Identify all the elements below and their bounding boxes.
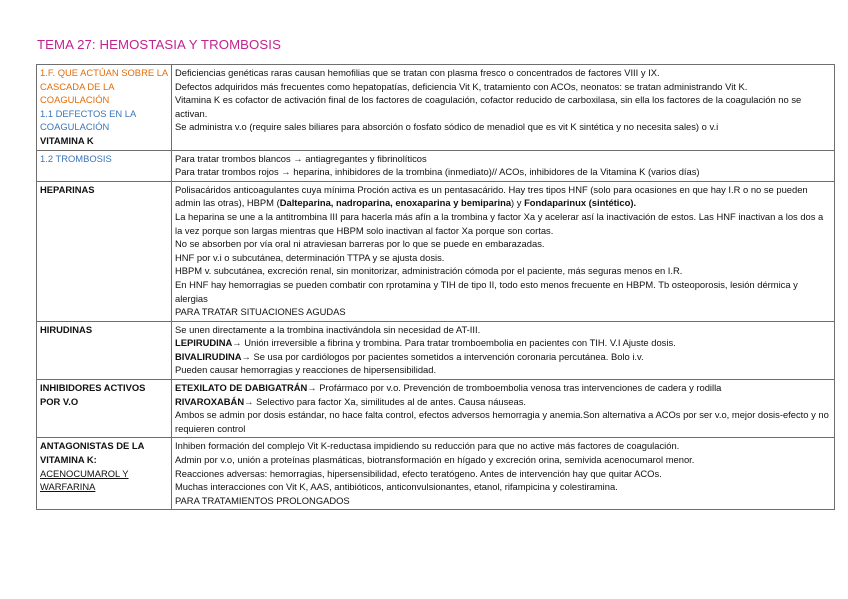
section-label-cell [37, 321, 172, 379]
text-segment: HNF por v.i o subcutánea, determinación TTPA y se ajusta dosis. [175, 251, 445, 263]
text-segment: Defectos adquiridos más frecuentes como hepatopatías, deficiencia Vit K, tratamiento con ACOs, neonatos: se tratan administrando Vit K. [175, 80, 748, 92]
content-line [175, 494, 831, 508]
content-line [175, 439, 831, 453]
content-line [175, 453, 831, 467]
content-line [175, 381, 831, 395]
section-label: 1.2 TROMBOSIS [40, 152, 112, 164]
content-line [175, 152, 831, 166]
text-segment: Deficiencias genéticas raras causan hemofilias que se tratan con plasma fresco o concentrados de factores VIII y IX. [175, 67, 660, 78]
text-segment: → Selectivo para factor Xa, similitudes al de antes. Causa náuseas. [244, 395, 527, 407]
content-line [175, 80, 831, 94]
content-line [175, 305, 831, 319]
section-label-cell [37, 438, 172, 510]
content-line [175, 210, 831, 237]
text-segment: HBPM v. subcutánea, excreción renal, sin monitorizar, administración cómoda por el paciente, más seguras menos en I.R. [175, 265, 683, 277]
section-label: VITAMINA K [40, 134, 94, 146]
table-row [37, 321, 835, 379]
text-segment: Pueden causar hemorragias y reacciones de hipersensibilidad. [175, 364, 437, 376]
notes-table [36, 64, 835, 510]
text-segment: → Se usa por cardiólogos por pacientes sometidos a intervención coronaria percutánea. Bolo i.v. [241, 350, 644, 362]
content-line [175, 363, 831, 377]
content-line [175, 183, 831, 210]
text-segment: PARA TRATAMIENTOS PROLONGADOS [175, 494, 350, 506]
content-line [175, 480, 831, 494]
table-row [37, 380, 835, 438]
content-line [175, 165, 831, 179]
text-segment: Se administra v.o (require sales biliares para absorción o fosfato sódico de menadiol que es vit K sintética y no necesita sales) o v.i [175, 121, 719, 133]
drug-name: BIVALIRUDINA [175, 350, 242, 362]
text-segment: Ambos se admin por dosis estándar, no hace falta control, efectos adversos hemorragia y anemia.Son alternativa a ACOs por ser v.o, mejor dosis-efecto y no requieren control [175, 409, 829, 434]
text-segment: En HNF hay hemorragias se pueden combatir con rprotamina y TIH de tipo II, todo esto menos frecuente en HBPM. Tb osteoporosis, lesión dérmica y alergias [175, 278, 798, 304]
table-row [37, 181, 835, 321]
text-segment: La heparina se une a la antitrombina III para hacerla más afín a la trombina y factor Xa y acelerar así la inactivación de estos. Las HNF inactivan a los dos a la vez porque son largas mientras que HBPM solo inactivan al factor Xa porque son cortas. [175, 210, 824, 236]
drug-name: Fondaparinux (sintético). [524, 197, 637, 209]
content-line [175, 66, 831, 80]
text-segment: No se absorben por vía oral ni atraviesan barreras por lo que se puede en embarazadas. [175, 238, 545, 250]
drug-name: LEPIRUDINA [175, 337, 233, 349]
text-segment: PARA TRATAR SITUACIONES AGUDAS [175, 306, 346, 318]
content-line [175, 264, 831, 278]
section-label: 1.1 DEFECTOS EN LA COAGULACIÓN [40, 107, 136, 133]
section-label-cell [37, 150, 172, 181]
content-line [175, 336, 831, 350]
section-content-cell [172, 438, 835, 510]
content-line [175, 467, 831, 481]
text-segment: Para tratar trombos rojos → heparina, inhibidores de la trombina (inmediato)// ACOs, inhibidores de la Vitamina K (varios días) [175, 166, 700, 178]
text-segment: → Profármaco por v.o. Prevención de tromboembolia venosa tras intervenciones de cadera y rodilla [307, 382, 722, 394]
text-segment: → Unión irreversible a fibrina y trombina. Para tratar tromboembolia en pacientes con TIH. V.I Ajuste dosis. [232, 337, 676, 349]
content-line [175, 278, 831, 305]
content-line [175, 350, 831, 364]
drug-name: ETEXILATO DE DABIGATRÁN [175, 382, 308, 394]
section-label: ANTAGONISTAS DE LA VITAMINA K: [40, 440, 144, 466]
text-segment: ) y [511, 197, 525, 209]
content-line [175, 237, 831, 251]
section-label-cell [37, 65, 172, 151]
table-row [37, 438, 835, 510]
content-line [175, 395, 831, 409]
section-content-cell [172, 380, 835, 438]
content-line [175, 251, 831, 265]
section-label: HIRUDINAS [40, 323, 93, 335]
content-line [175, 120, 831, 134]
table-row [37, 65, 835, 151]
section-label: ACENOCUMAROL Y WARFARINA [40, 467, 129, 493]
text-segment: Admin por v.o, unión a proteínas plasmáticas, biotransformación en hígado y excreción orina, semivida acenocumarol menor. [175, 454, 695, 466]
text-segment: Se unen directamente a la trombina inactivándola sin necesidad de AT-III. [175, 323, 481, 335]
section-label-cell [37, 181, 172, 321]
drug-name: RIVAROXABÁN [175, 395, 245, 407]
section-content-cell [172, 181, 835, 321]
section-label: INHIBIDORES ACTIVOS POR V.O [40, 382, 146, 407]
content-line [175, 408, 831, 435]
content-line [175, 93, 831, 120]
section-content-cell [172, 150, 835, 181]
text-segment: Reacciones adversas: hemorragias, hipersensibilidad, efecto teratógeno. Antes de intervención hay que quitar ACOs. [175, 467, 662, 479]
section-content-cell [172, 321, 835, 379]
section-label-cell [37, 380, 172, 438]
page-title: TEMA 27: HEMOSTASIA Y TROMBOSIS [37, 37, 281, 52]
text-segment: Inhiben formación del complejo Vit K-reductasa impidiendo su reducción para que no active más factores de coagulación. [175, 440, 680, 452]
text-segment: Polisacáridos anticoagulantes cuya mínima Proción activa es un pentasacárido. Hay tres tipos HNF (solo para ocasiones en que hay I.R o no se pueden admin las otras), HBPM ( [175, 183, 808, 209]
table-row [37, 150, 835, 181]
section-label: 1.F. QUE ACTÚAN SOBRE LA CASCADA DE LA COAGULACIÓN [40, 67, 168, 106]
text-segment: Para tratar trombos blancos → antiagregantes y fibrinolíticos [175, 152, 427, 164]
text-segment: Vitamina K es cofactor de activación final de los factores de coagulación, cofactor reducido de carboxilasa, sin ella los factores de la coagulación no se activan. [175, 94, 802, 119]
content-line [175, 323, 831, 337]
text-segment: Muchas interacciones con Vit K, AAS, antibióticos, anticonvulsionantes, etanol, rifampicina y colestiramina. [175, 481, 618, 493]
section-content-cell [172, 65, 835, 151]
section-label: HEPARINAS [40, 183, 95, 195]
drug-name: Dalteparina, nadroparina, enoxaparina y bemiparina [279, 197, 512, 209]
